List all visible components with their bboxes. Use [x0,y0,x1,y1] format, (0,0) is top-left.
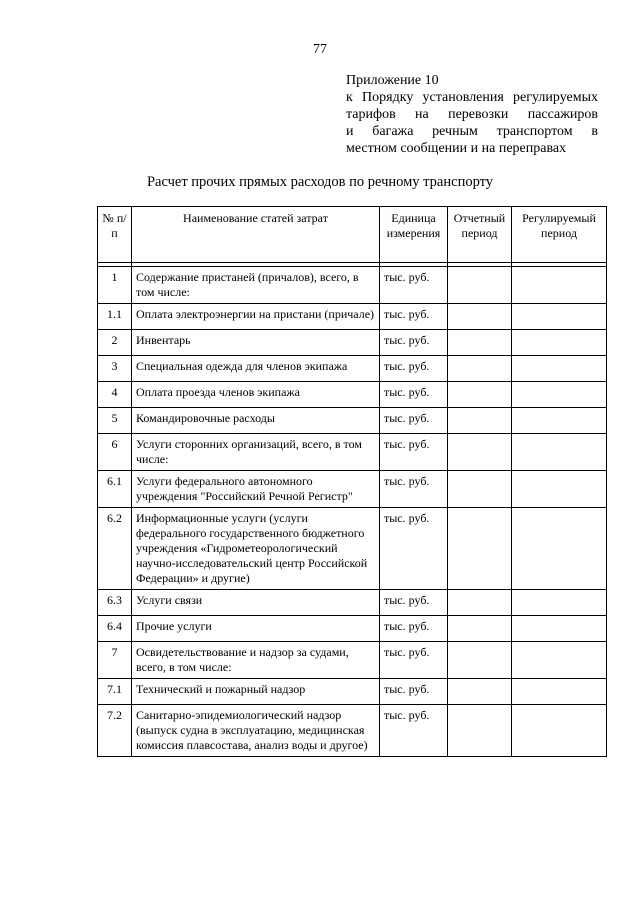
row-name: Санитарно-эпидемиологический надзор (выпуск судна в эксплуатацию, медицинская комиссия плавсостава, анализ воды и другое) [132,705,380,757]
table-row [98,408,607,434]
row-unit: тыс. руб. [380,616,448,642]
row-reporting-value [448,642,512,679]
row-unit: тыс. руб. [380,267,448,304]
row-regulated-value [512,616,607,642]
appendix-line: тарифов на перевозки пассажиров [346,107,598,122]
appendix-line: к Порядку установления регулируемых [346,90,598,105]
row-regulated-value [512,508,607,590]
table-row [98,642,607,679]
row-regulated-value [512,642,607,679]
table-row [98,616,607,642]
row-name: Услуги федерального автономного учреждения "Российский Речной Регистр" [132,471,380,508]
row-name: Содержание пристаней (причалов), всего, в том числе: [132,267,380,304]
row-reporting-value [448,471,512,508]
row-num: 6.1 [98,471,132,508]
appendix-line: и багажа речным транспортом в [346,124,598,139]
row-num: 1.1 [98,304,132,330]
row-regulated-value [512,679,607,705]
row-regulated-value [512,408,607,434]
row-num: 7.2 [98,705,132,757]
row-reporting-value [448,267,512,304]
row-name: Командировочные расходы [132,408,380,434]
row-name: Оплата электроэнергии на пристани (причале) [132,304,380,330]
row-num: 6.3 [98,590,132,616]
row-reporting-value [448,590,512,616]
table-row [98,471,607,508]
table-row [98,434,607,471]
row-unit: тыс. руб. [380,408,448,434]
row-name: Инвентарь [132,330,380,356]
table-header-row [98,207,607,263]
row-reporting-value [448,356,512,382]
header-reporting: Отчетный период [448,207,512,263]
header-name: Наименование статей затрат [132,207,380,263]
row-unit: тыс. руб. [380,705,448,757]
row-reporting-value [448,330,512,356]
table-row [98,508,607,590]
row-regulated-value [512,304,607,330]
row-num: 5 [98,408,132,434]
row-num: 4 [98,382,132,408]
row-regulated-value [512,267,607,304]
row-num: 6.2 [98,508,132,590]
table-row [98,679,607,705]
row-reporting-value [448,304,512,330]
row-name: Услуги сторонних организаций, всего, в том числе: [132,434,380,471]
header-num: № п/п [98,207,132,263]
row-reporting-value [448,382,512,408]
table-row [98,267,607,304]
table-row [98,304,607,330]
row-regulated-value [512,705,607,757]
row-regulated-value [512,356,607,382]
appendix-line: местном сообщении и на переправах [346,141,567,156]
table-row [98,590,607,616]
row-reporting-value [448,616,512,642]
row-regulated-value [512,382,607,408]
row-name: Специальная одежда для членов экипажа [132,356,380,382]
row-num: 7.1 [98,679,132,705]
row-reporting-value [448,705,512,757]
row-unit: тыс. руб. [380,330,448,356]
row-reporting-value [448,508,512,590]
cost-table [97,206,607,757]
row-unit: тыс. руб. [380,679,448,705]
row-unit: тыс. руб. [380,356,448,382]
row-unit: тыс. руб. [380,471,448,508]
row-regulated-value [512,471,607,508]
row-name: Освидетельствование и надзор за судами, всего, в том числе: [132,642,380,679]
row-num: 2 [98,330,132,356]
row-name: Прочие услуги [132,616,380,642]
row-unit: тыс. руб. [380,508,448,590]
table-row [98,382,607,408]
row-reporting-value [448,679,512,705]
table-body [98,267,607,757]
appendix-title: Приложение 10 [346,73,439,88]
header-regulated: Регулируемый период [512,207,607,263]
row-regulated-value [512,330,607,356]
row-unit: тыс. руб. [380,304,448,330]
header-unit: Единица измерения [380,207,448,263]
row-name: Информационные услуги (услуги федерального государственного бюджетного учреждения «Гидрометеорологический научно-исследовательский центр Российской Федерации» и другие) [132,508,380,590]
row-unit: тыс. руб. [380,434,448,471]
table-row [98,330,607,356]
row-unit: тыс. руб. [380,382,448,408]
row-unit: тыс. руб. [380,642,448,679]
page-number: 77 [313,42,327,57]
row-num: 3 [98,356,132,382]
row-unit: тыс. руб. [380,590,448,616]
row-name: Оплата проезда членов экипажа [132,382,380,408]
row-regulated-value [512,434,607,471]
row-name: Услуги связи [132,590,380,616]
row-regulated-value [512,590,607,616]
row-num: 1 [98,267,132,304]
document-title: Расчет прочих прямых расходов по речному транспорту [146,174,494,190]
row-num: 6 [98,434,132,471]
row-num: 6.4 [98,616,132,642]
row-reporting-value [448,434,512,471]
row-num: 7 [98,642,132,679]
table-row [98,705,607,757]
table-row [98,356,607,382]
appendix-block [346,72,598,157]
row-name: Технический и пожарный надзор [132,679,380,705]
row-reporting-value [448,408,512,434]
